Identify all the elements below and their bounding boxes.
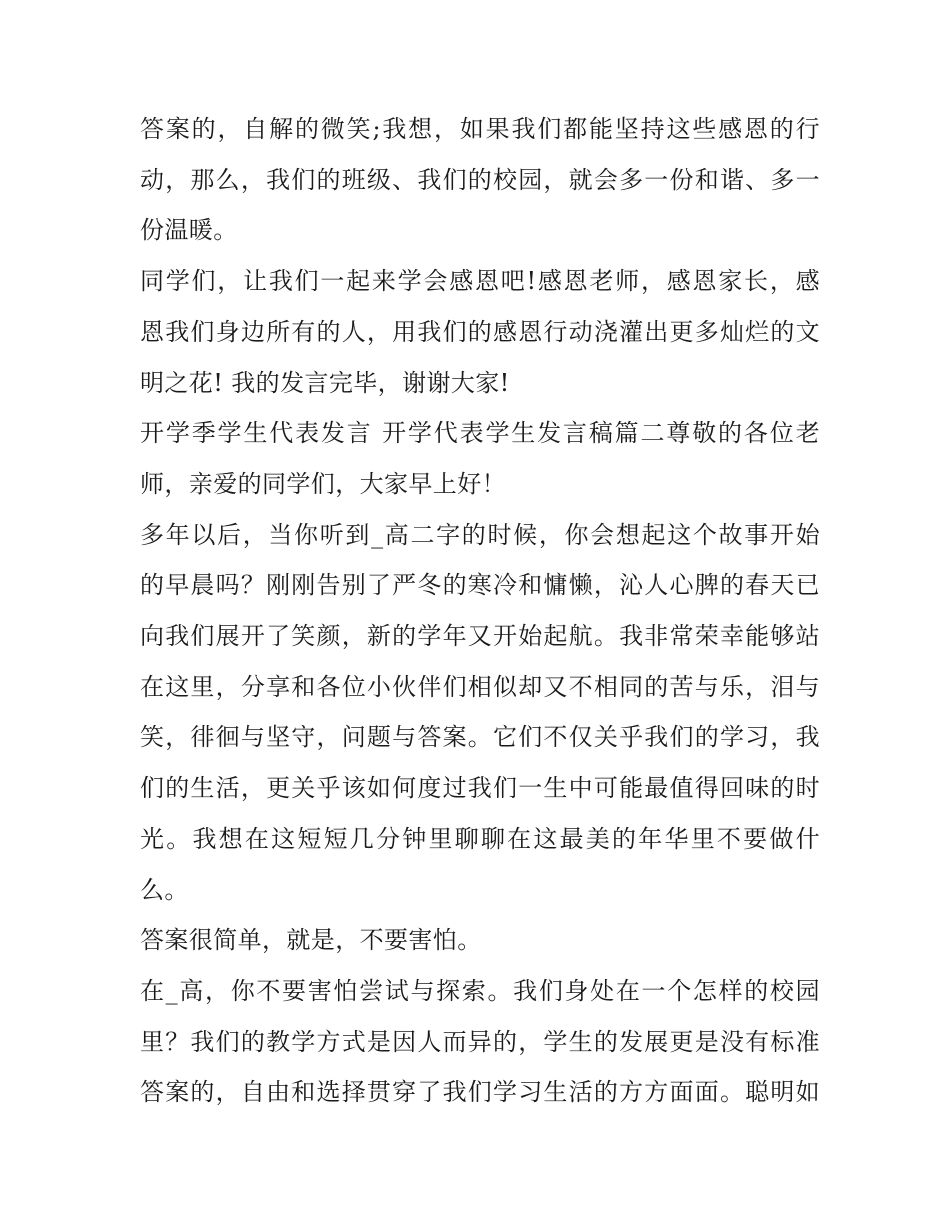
text-line: 同学们，让我们一起来学会感恩吧!感恩老师，感恩家长，感 xyxy=(140,267,820,296)
text-line: 们的生活，更关乎该如何度过我们一生中可能最值得回味的时 xyxy=(140,774,820,803)
paragraph-5 xyxy=(140,915,820,966)
text-line: 在_高，你不要害怕尝试与探索。我们身处在一个怎样的校园 xyxy=(140,976,820,1005)
text-line: 答案的，自由和选择贯穿了我们学习生活的方方面面。聪明如 xyxy=(140,1078,820,1107)
paragraph-4 xyxy=(140,510,820,916)
text-line: 多年以后，当你听到_高二字的时候，你会想起这个故事开始 xyxy=(140,520,820,549)
text-line: 份温暖。 xyxy=(140,216,238,245)
text-line: 动，那么，我们的班级、我们的校园，就会多一份和谐、多一 xyxy=(140,165,820,194)
text-line: 向我们展开了笑颜，新的学年又开始起航。我非常荣幸能够站 xyxy=(140,622,820,651)
text-line: 里？我们的教学方式是因人而异的，学生的发展更是没有标准 xyxy=(140,1027,820,1056)
text-line: 笑，徘徊与坚守，问题与答案。它们不仅关乎我们的学习，我 xyxy=(140,723,820,752)
paragraph-2 xyxy=(140,256,820,408)
text-line: 师，亲爱的同学们，大家早上好！ xyxy=(140,469,506,498)
text-line: 答案很简单，就是，不要害怕。 xyxy=(140,926,482,955)
text-line: 在这里，分享和各位小伙伴们相似却又不相同的苦与乐，泪与 xyxy=(140,672,820,701)
text-line: 的早晨吗？刚刚告别了严冬的寒冷和慵懒，沁人心脾的春天已 xyxy=(140,571,820,600)
text-line: 开学季学生代表发言 开学代表学生发言稿篇二尊敬的各位老 xyxy=(140,419,820,448)
document-body xyxy=(140,104,820,1118)
text-line: 明之花! 我的发言完毕，谢谢大家! xyxy=(140,368,510,397)
paragraph-6 xyxy=(140,966,820,1118)
paragraph-1 xyxy=(140,104,820,256)
paragraph-3 xyxy=(140,408,820,509)
text-line: 么。 xyxy=(140,875,189,904)
text-line: 光。我想在这短短几分钟里聊聊在这最美的年华里不要做什 xyxy=(140,824,820,853)
text-line: 恩我们身边所有的人，用我们的感恩行动浇灌出更多灿烂的文 xyxy=(140,317,820,346)
text-line: 答案的，自解的微笑;我想，如果我们都能坚持这些感恩的行 xyxy=(140,115,820,143)
